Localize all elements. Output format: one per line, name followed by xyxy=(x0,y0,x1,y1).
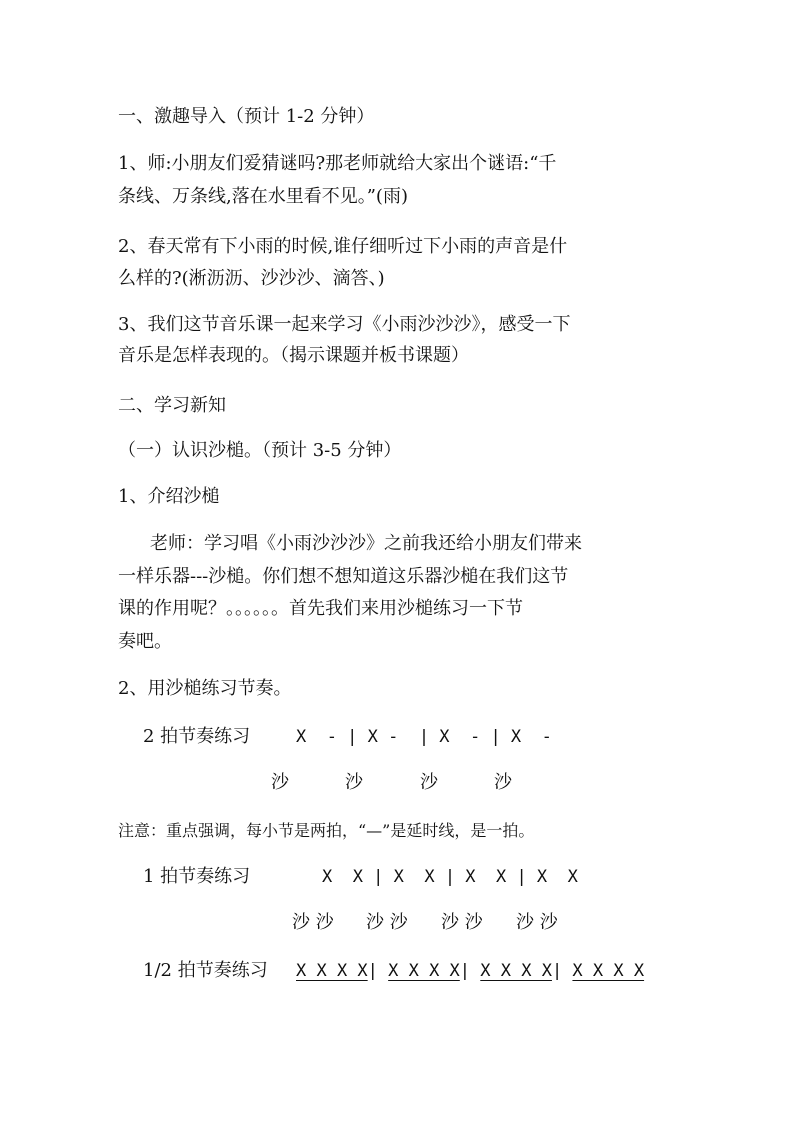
item1-line2: 条线、万条线,落在水里看不见。”(雨) xyxy=(118,186,408,207)
teacher-para-line3: 课的作用呢？。。。。。。首先我们来用沙槌练习一下节 xyxy=(118,598,523,619)
section2-heading: 二、学习新知 xyxy=(118,395,226,416)
rhythm2-word: 沙 xyxy=(494,772,512,793)
rhythm-half-bar: X X X X xyxy=(480,961,552,981)
rhythm1-word: 沙 沙 xyxy=(516,912,558,933)
section1-heading: 一、激趣导入（预计 1-2 分钟） xyxy=(118,106,375,127)
teacher-para-line1: 老师：学习唱《小雨沙沙沙》之前我还给小朋友们带来 xyxy=(150,533,582,554)
item3-line2: 音乐是怎样表现的。（揭示课题并板书课题） xyxy=(118,345,469,366)
item3-line1: 3、我们这节音乐课一起来学习《小雨沙沙沙》，感受一下 xyxy=(118,314,571,335)
rhythm1-word: 沙 沙 xyxy=(441,912,483,933)
rhythm-half-bar: X X X X xyxy=(388,961,460,981)
note-text: 注意：重点强调，每小节是两拍，“—”是延时线，是一拍。 xyxy=(118,821,535,840)
item1-line1: 1、师:小朋友们爱猜谜吗?那老师就给大家出个谜语:“千 xyxy=(118,153,557,174)
practice-title: 2、用沙槌练习节奏。 xyxy=(118,678,292,699)
rhythm-half-notation: X X X X| X X X X| X X X X| X X X X xyxy=(296,961,645,981)
rhythm2-notation: X - | X - | X - | X - xyxy=(296,727,552,747)
rhythm-half-label: 1/2 拍节奏练习 xyxy=(143,960,268,981)
section2-subheading: （一）认识沙槌。（预计 3-5 分钟） xyxy=(118,440,402,461)
teacher-para-line2: 一样乐器---沙槌。你们想不想知道这乐器沙槌在我们这节 xyxy=(118,566,569,587)
rhythm2-word: 沙 xyxy=(345,772,363,793)
rhythm1-notation: X X | X X | X X | X X xyxy=(322,867,578,887)
rhythm2-label: 2 拍节奏练习 xyxy=(143,726,251,747)
item2-line2: 么样的?(淅沥沥、沙沙沙、滴答、) xyxy=(118,268,385,289)
rhythm2-word: 沙 xyxy=(420,772,438,793)
rhythm2-word: 沙 xyxy=(271,772,289,793)
item2-line1: 2、春天常有下小雨的时候,谁仔细听过下小雨的声音是什 xyxy=(118,236,568,257)
rhythm1-word: 沙 沙 xyxy=(292,912,334,933)
rhythm-half-bar: X X X X xyxy=(572,961,645,981)
rhythm1-word: 沙 沙 xyxy=(366,912,408,933)
teacher-para-line4: 奏吧。 xyxy=(118,631,172,652)
rhythm-half-bar: X X X X xyxy=(296,961,368,981)
intro-title: 1、介绍沙槌 xyxy=(118,486,220,507)
rhythm1-label: 1 拍节奏练习 xyxy=(143,866,251,887)
